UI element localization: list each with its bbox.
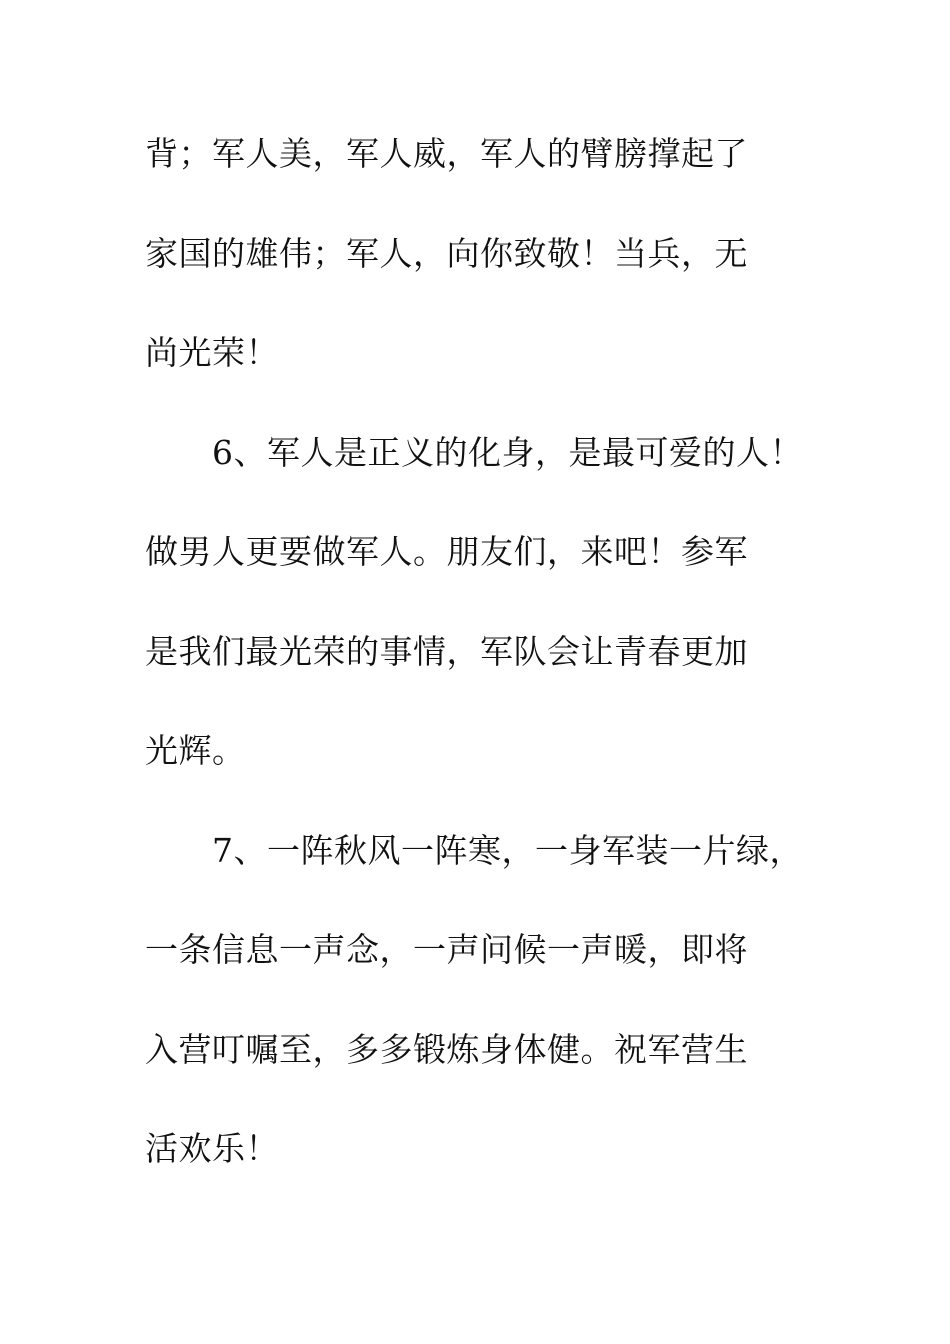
text-line: 活欢乐！ <box>145 1129 279 1168</box>
text-line: 家国的雄伟；军人，向你致敬！当兵，无 <box>145 234 748 273</box>
text-line: 光辉。 <box>145 731 246 770</box>
paragraph-6-first-line: 6、军人是正义的化身，是最可爱的人！ <box>212 433 803 472</box>
text-line: 是我们最光荣的事情，军队会让青春更加 <box>145 632 748 671</box>
text-line: 尚光荣！ <box>145 333 279 372</box>
paragraph-7-first-line: 7、一阵秋风一阵寒，一身军装一片绿， <box>212 831 803 870</box>
text-line: 背；军人美，军人威，军人的臂膀撑起了 <box>145 134 748 173</box>
text-line: 做男人更要做军人。朋友们，来吧！参军 <box>145 532 748 571</box>
text-line: 入营叮嘱至，多多锻炼身体健。祝军营生 <box>145 1030 748 1069</box>
text-line: 一条信息一声念，一声问候一声暖，即将 <box>145 930 748 969</box>
